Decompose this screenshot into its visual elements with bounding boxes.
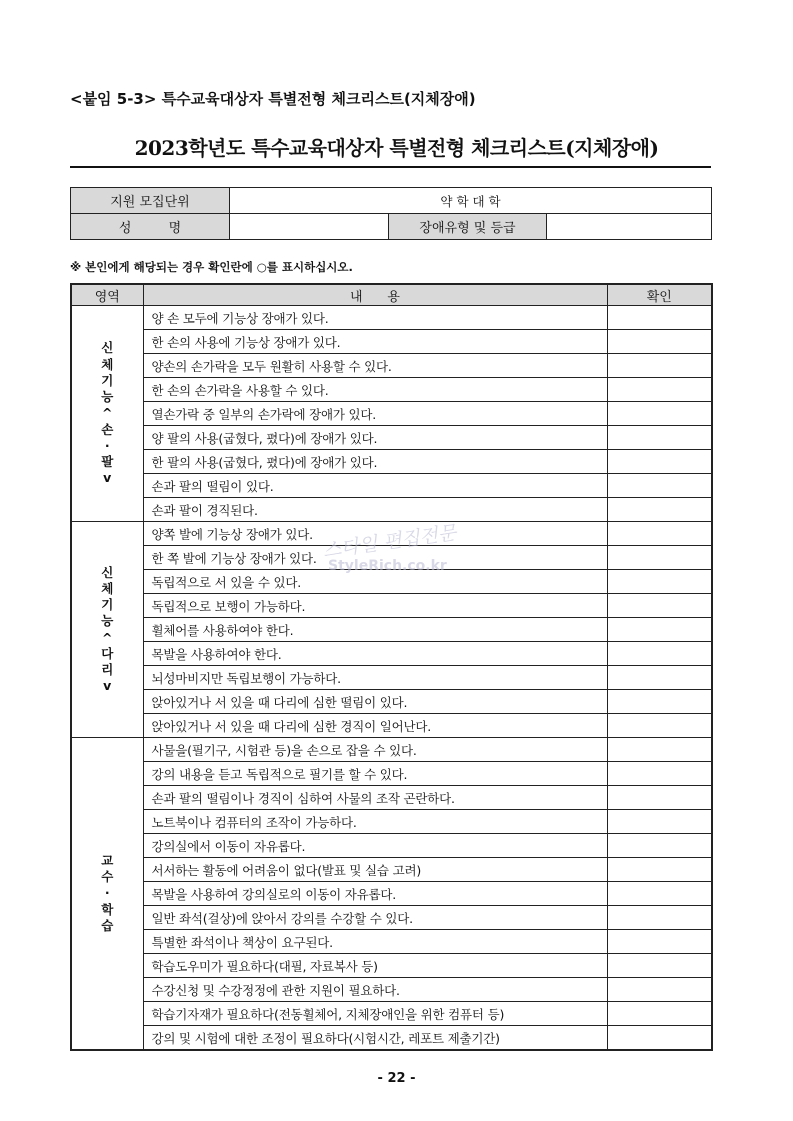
checklist-item: 학습도우미가 필요하다(대필, 자료복사 등)	[143, 954, 607, 978]
checklist-row	[71, 378, 712, 402]
disability-field[interactable]	[547, 214, 712, 240]
checklist-row	[71, 882, 712, 906]
checklist-row	[71, 906, 712, 930]
checklist-row	[71, 546, 712, 570]
applicant-info-table	[70, 187, 712, 240]
attachment-label: <붙임 5-3> 특수교육대상자 특별전형 체크리스트(지체장애)	[70, 90, 476, 108]
checklist-item: 양쪽 발에 기능상 장애가 있다.	[143, 522, 607, 546]
category-char: 손	[101, 421, 114, 437]
checklist-row	[71, 714, 712, 738]
confirm-cell[interactable]	[607, 378, 712, 402]
checklist-item: 학습기자재가 필요하다(전동휠체어, 지체장애인을 위한 컴퓨터 등)	[143, 1002, 607, 1026]
checklist-row	[71, 930, 712, 954]
checklist-row	[71, 762, 712, 786]
confirm-cell[interactable]	[607, 738, 712, 762]
checklist-item: 휠체어를 사용하여야 한다.	[143, 618, 607, 642]
category-char: 팔	[101, 454, 114, 470]
checklist-item: 일반 좌석(걸상)에 앉아서 강의를 수강할 수 있다.	[143, 906, 607, 930]
instruction-notice: ※ 본인에게 해당되는 경우 확인란에 ○를 표시하십시오.	[70, 260, 353, 274]
confirm-cell[interactable]	[607, 1026, 712, 1051]
checklist-row	[71, 426, 712, 450]
checklist-item: 한 쪽 발에 기능상 장애가 있다.	[143, 546, 607, 570]
category-char: 기	[101, 372, 114, 388]
checklist-row	[71, 1002, 712, 1026]
unit-value[interactable]: 약 학 대 학	[230, 188, 712, 214]
checklist-row	[71, 690, 712, 714]
confirm-cell[interactable]	[607, 906, 712, 930]
confirm-cell[interactable]	[607, 954, 712, 978]
confirm-cell[interactable]	[607, 426, 712, 450]
checklist-row	[71, 474, 712, 498]
checklist-item: 사물을(필기구, 시험관 등)을 손으로 잡을 수 있다.	[143, 738, 607, 762]
checklist-row	[71, 954, 712, 978]
confirm-cell[interactable]	[607, 570, 712, 594]
checklist-item: 앉아있거나 서 있을 때 다리에 심한 경직이 일어난다.	[143, 714, 607, 738]
watermark-line1: 스타일 편집전문	[321, 521, 458, 563]
checklist-row	[71, 834, 712, 858]
confirm-cell[interactable]	[607, 978, 712, 1002]
checklist-row	[71, 858, 712, 882]
confirm-cell[interactable]	[607, 642, 712, 666]
checklist-row	[71, 402, 712, 426]
header-area: 영역	[71, 284, 143, 306]
category-char: 습	[101, 917, 114, 933]
checklist-row	[71, 786, 712, 810]
checklist-item: 노트북이나 컴퓨터의 조작이 가능하다.	[143, 810, 607, 834]
checklist-row	[71, 618, 712, 642]
name-field[interactable]	[230, 214, 389, 240]
checklist-item: 목발을 사용하여야 한다.	[143, 642, 607, 666]
confirm-cell[interactable]	[607, 594, 712, 618]
checklist-item: 강의 내용을 듣고 독립적으로 필기를 할 수 있다.	[143, 762, 607, 786]
category-char: 리	[101, 662, 114, 677]
confirm-cell[interactable]	[607, 1002, 712, 1026]
checklist-item: 독립적으로 보행이 가능하다.	[143, 594, 607, 618]
checklist-item: 독립적으로 서 있을 수 있다.	[143, 570, 607, 594]
checklist-item: 수강신청 및 수강정정에 관한 지원이 필요하다.	[143, 978, 607, 1002]
checklist-item: 손과 팔이 경직된다.	[143, 498, 607, 522]
checklist-item: 목발을 사용하여 강의실로의 이동이 자유롭다.	[143, 882, 607, 906]
category-char: 교	[101, 852, 114, 868]
checklist-table	[70, 283, 713, 1051]
category-char: 수	[101, 869, 114, 885]
checklist-row	[71, 978, 712, 1002]
category-label	[71, 306, 143, 522]
category-char: 체	[101, 580, 114, 596]
checklist-item: 서서하는 활동에 어려움이 없다(발표 및 실습 고려)	[143, 858, 607, 882]
category-char: 신	[101, 564, 114, 580]
checklist-row	[71, 594, 712, 618]
category-char: v	[103, 470, 112, 486]
title-underline	[70, 166, 711, 168]
category-char: 신	[101, 340, 114, 356]
category-label	[71, 738, 143, 1051]
checklist-item: 양손의 손가락을 모두 원활히 사용할 수 있다.	[143, 354, 607, 378]
confirm-cell[interactable]	[607, 858, 712, 882]
checklist-row	[71, 354, 712, 378]
checklist-row	[71, 810, 712, 834]
checklist-item: 강의실에서 이동이 자유롭다.	[143, 834, 607, 858]
checklist-item: 손과 팔의 떨림이나 경직이 심하여 사물의 조작 곤란하다.	[143, 786, 607, 810]
checklist-row	[71, 522, 712, 546]
category-char: 체	[101, 356, 114, 372]
header-content: 내 용	[143, 284, 607, 306]
unit-label: 지원 모집단위	[71, 188, 230, 214]
page-number: - 22 -	[377, 1071, 416, 1086]
confirm-cell[interactable]	[607, 402, 712, 426]
confirm-cell[interactable]	[607, 618, 712, 642]
category-char: 다	[101, 645, 114, 661]
checklist-item: 앉아있거나 서 있을 때 다리에 심한 떨림이 있다.	[143, 690, 607, 714]
confirm-cell[interactable]	[607, 498, 712, 522]
category-char: 능	[101, 613, 114, 629]
checklist-row	[71, 642, 712, 666]
page-title: 2023학년도 특수교육대상자 특별전형 체크리스트(지체장애)	[134, 136, 659, 160]
confirm-cell[interactable]	[607, 666, 712, 690]
checklist-item: 양 팔의 사용(굽혔다, 폈다)에 장애가 있다.	[143, 426, 607, 450]
confirm-cell[interactable]	[607, 762, 712, 786]
disability-label: 장애유형 및 등급	[389, 214, 547, 240]
checklist-item: 뇌성마비지만 독립보행이 가능하다.	[143, 666, 607, 690]
confirm-cell[interactable]	[607, 354, 712, 378]
category-label	[71, 522, 143, 738]
confirm-cell[interactable]	[607, 714, 712, 738]
confirm-cell[interactable]	[607, 690, 712, 714]
confirm-cell[interactable]	[607, 474, 712, 498]
confirm-cell[interactable]	[607, 330, 712, 354]
name-label: 성 명	[71, 214, 230, 240]
category-char: ^	[102, 629, 113, 645]
checklist-item: 한 손의 사용에 기능상 장애가 있다.	[143, 330, 607, 354]
checklist-row	[71, 498, 712, 522]
confirm-cell[interactable]	[607, 522, 712, 546]
checklist-row	[71, 306, 712, 330]
checklist-item: 양 손 모두에 기능상 장애가 있다.	[143, 306, 607, 330]
confirm-cell[interactable]	[607, 786, 712, 810]
checklist-row	[71, 666, 712, 690]
checklist-item: 한 팔의 사용(굽혔다, 폈다)에 장애가 있다.	[143, 450, 607, 474]
confirm-cell[interactable]	[607, 450, 712, 474]
category-char: 학	[101, 901, 114, 917]
checklist-row	[71, 738, 712, 762]
category-char: 기	[101, 597, 114, 612]
checklist-item: 특별한 좌석이나 책상이 요구된다.	[143, 930, 607, 954]
category-char: ·	[104, 885, 110, 901]
confirm-cell[interactable]	[607, 306, 712, 330]
checklist-item: 한 손의 손가락을 사용할 수 있다.	[143, 378, 607, 402]
header-confirm: 확인	[607, 284, 712, 306]
confirm-cell[interactable]	[607, 882, 712, 906]
confirm-cell[interactable]	[607, 834, 712, 858]
category-char: ·	[104, 437, 110, 453]
confirm-cell[interactable]	[607, 810, 712, 834]
checklist-row	[71, 570, 712, 594]
confirm-cell[interactable]	[607, 930, 712, 954]
checklist-row	[71, 330, 712, 354]
checklist-item: 열손가락 중 일부의 손가락에 장애가 있다.	[143, 402, 607, 426]
category-char: 능	[101, 389, 114, 405]
checklist-body	[71, 306, 712, 1051]
category-char: v	[103, 678, 112, 694]
checklist-item: 손과 팔의 떨림이 있다.	[143, 474, 607, 498]
checklist-row	[71, 1026, 712, 1051]
watermark-line2: StyleRich.co.kr	[328, 558, 447, 574]
confirm-cell[interactable]	[607, 546, 712, 570]
category-char: ^	[102, 405, 113, 421]
checklist-row	[71, 450, 712, 474]
checklist-item: 강의 및 시험에 대한 조정이 필요하다(시험시간, 레포트 제출기간)	[143, 1026, 607, 1051]
